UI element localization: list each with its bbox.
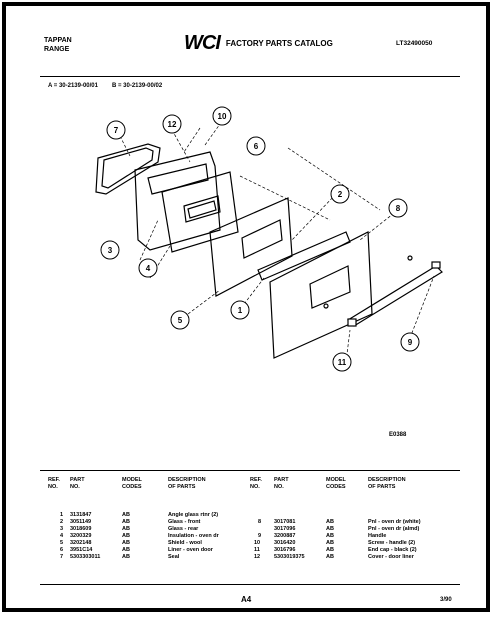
page-number: A4 [241,595,252,604]
brand-name: TAPPAN [44,37,72,44]
col-part-header: PART NO. [70,477,85,490]
wool-shield-part [210,198,292,296]
col-ref-header: REF. NO. [250,477,262,490]
exploded-parts-diagram [80,100,460,380]
door-liner-part [135,152,220,250]
catalog-number: LT32490050 [396,40,433,47]
callout-7: 7 [113,126,119,135]
revision-date: 3/90 [440,597,452,603]
col-desc-header: DESCRIPTION OF PARTS [368,477,406,490]
col-part-header: PART NO. [274,477,289,490]
table-bottom-rule [40,584,460,585]
diagram-code: E0388 [389,432,407,438]
insulation-part [162,172,238,252]
callout-5: 5 [177,316,183,325]
callout-9: 9 [407,338,413,347]
wci-logo: WCI [184,32,220,54]
parts-table-right: REF. NO. PART NO. MODEL CODES DESCRIPTION OF PARTS 8 3017081 AB Pnl - oven dr (white) 3017096 AB Pnl - oven dr (almd) 9 3200887 AB Handle 10 3016420 AB Screw - handle (2) 11 3016796 AB End cap - black (2) 12 5303019375 AB Cover - door liner [250,477,421,560]
callout-2: 2 [337,190,343,199]
col-ref-header: REF. NO. [48,477,60,490]
table-top-rule [40,470,460,471]
callout-12: 12 [167,120,177,129]
callout-6: 6 [253,142,259,151]
callout-11: 11 [337,358,347,367]
model-a: A = 30-2139-00/01 [48,83,98,89]
callout-10: 10 [217,112,227,121]
brand-block [44,36,72,54]
callout-4: 4 [145,264,151,273]
callout-1: 1 [237,306,243,315]
callout-3: 3 [107,246,113,255]
model-b: B = 30-2139-00/02 [111,83,163,89]
col-codes-header: MODEL CODES [326,477,346,490]
col-desc-header: DESCRIPTION OF PARTS [168,477,206,490]
product-name: RANGE [44,46,70,53]
header-divider [40,76,460,77]
outer-panel-part [270,232,372,358]
handle-part [348,266,442,326]
catalog-header [184,34,333,52]
parts-table-left: REF. NO. PART NO. MODEL CODES DESCRIPTION OF PARTS 1 3131847 AB Angle glass rtnr (2) 2 3051149 AB Glass - front 3 3018609 AB Glass - rear 4 3200329 AB Insulation - oven dr 5 3202148 AB Shield - wool 6 3951C14 AB Liner - oven door 7 5303303011 AB Seal [48,477,219,560]
col-codes-header: MODEL CODES [122,477,142,490]
front-glass-part [258,232,350,280]
catalog-title: FACTORY PARTS CATALOG [225,38,333,48]
callout-8: 8 [395,204,401,213]
model-list [48,83,162,89]
